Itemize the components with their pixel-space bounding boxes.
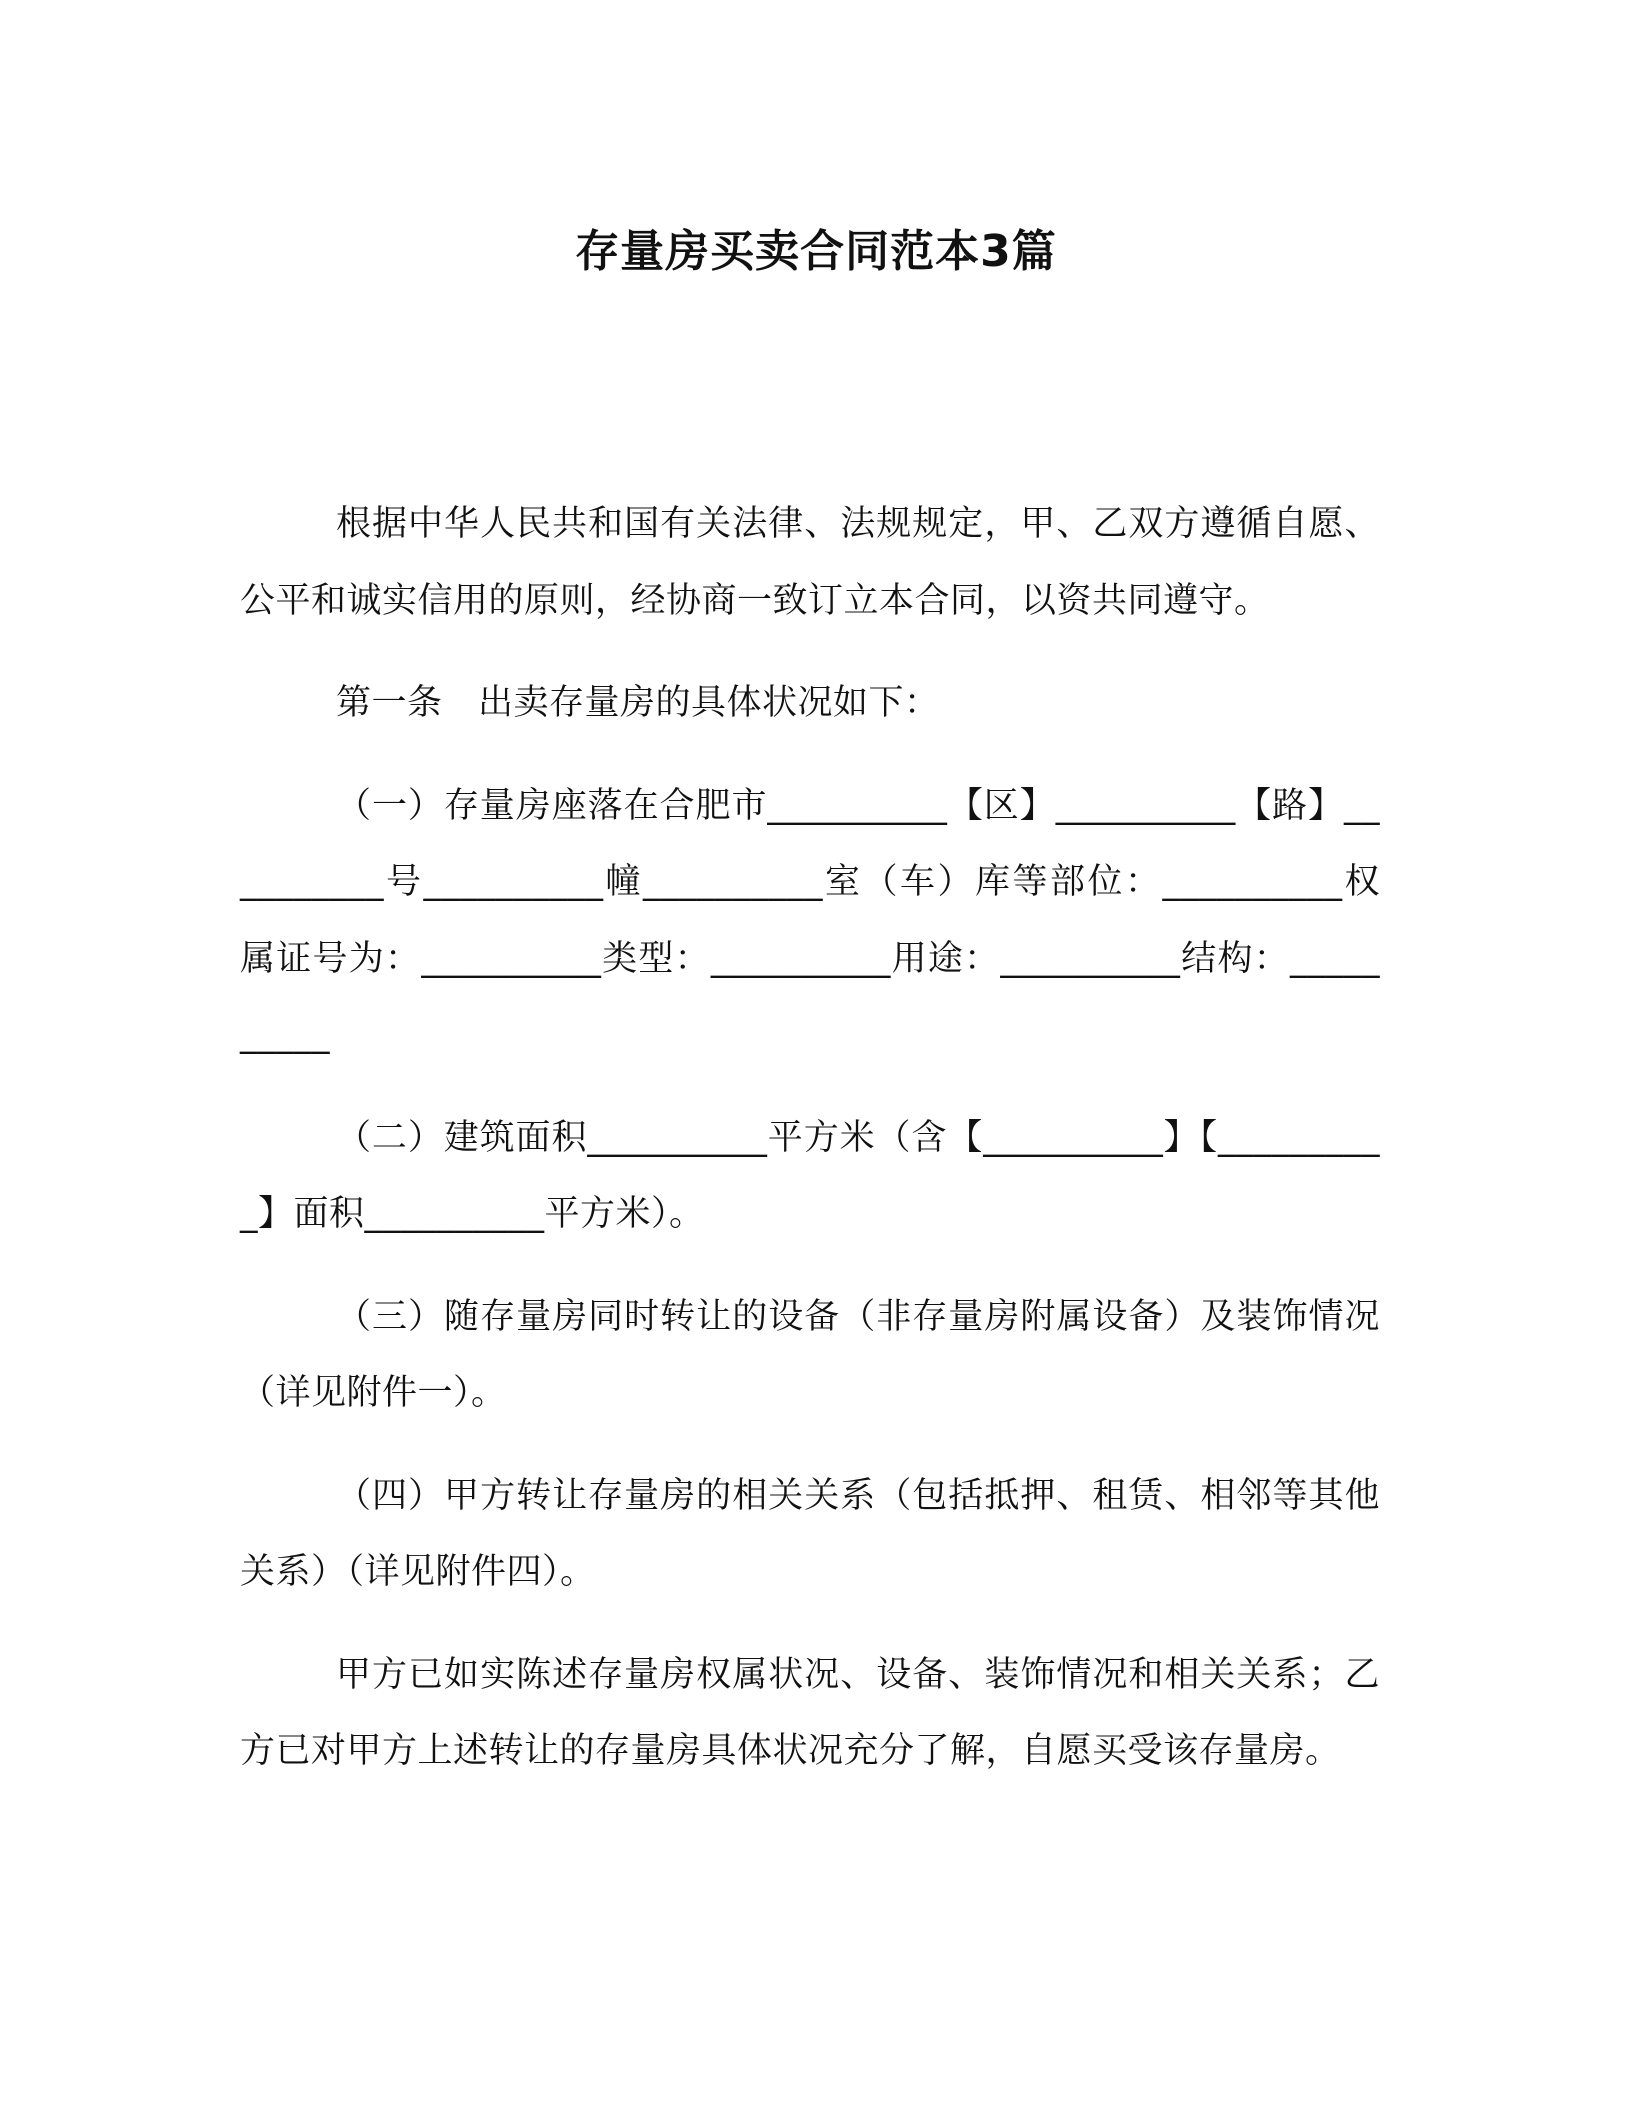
clause-one-heading: 第一条 出卖存量房的具体状况如下： <box>336 683 940 723</box>
document-title: 存量房买卖合同范本3篇 <box>575 226 1057 277</box>
clause-item-3-equipment: （三）随存量房同时转让的设备（非存量房附属设备）及装饰情况（详见附件一）。 <box>240 1296 1380 1413</box>
declaration-paragraph: 甲方已如实陈述存量房权属状况、设备、装饰情况和相关关系；乙方已对甲方上述转让的存量房具体状况充分了解，自愿买受该存量房。 <box>240 1654 1380 1771</box>
document-body <box>240 486 1380 1790</box>
clause-item-1-location: （一）存量房座落在合肥市__________【区】__________【路】__________号__________幢__________室（车）库等部位：__________权属证号为：__________类型：__________用途：__________结构：__________ <box>240 785 1380 1055</box>
clause-item-2-area: （二）建筑面积__________平方米（含【__________】【__________】面积__________平方米）。 <box>240 1117 1380 1234</box>
clause-item-4-relations: （四）甲方转让存量房的相关关系（包括抵押、租赁、相邻等其他关系）（详见附件四）。 <box>240 1475 1380 1592</box>
preamble-paragraph: 根据中华人民共和国有关法律、法规规定，甲、乙双方遵循自愿、公平和诚实信用的原则，经协商一致订立本合同，以资共同遵守。 <box>240 504 1380 621</box>
